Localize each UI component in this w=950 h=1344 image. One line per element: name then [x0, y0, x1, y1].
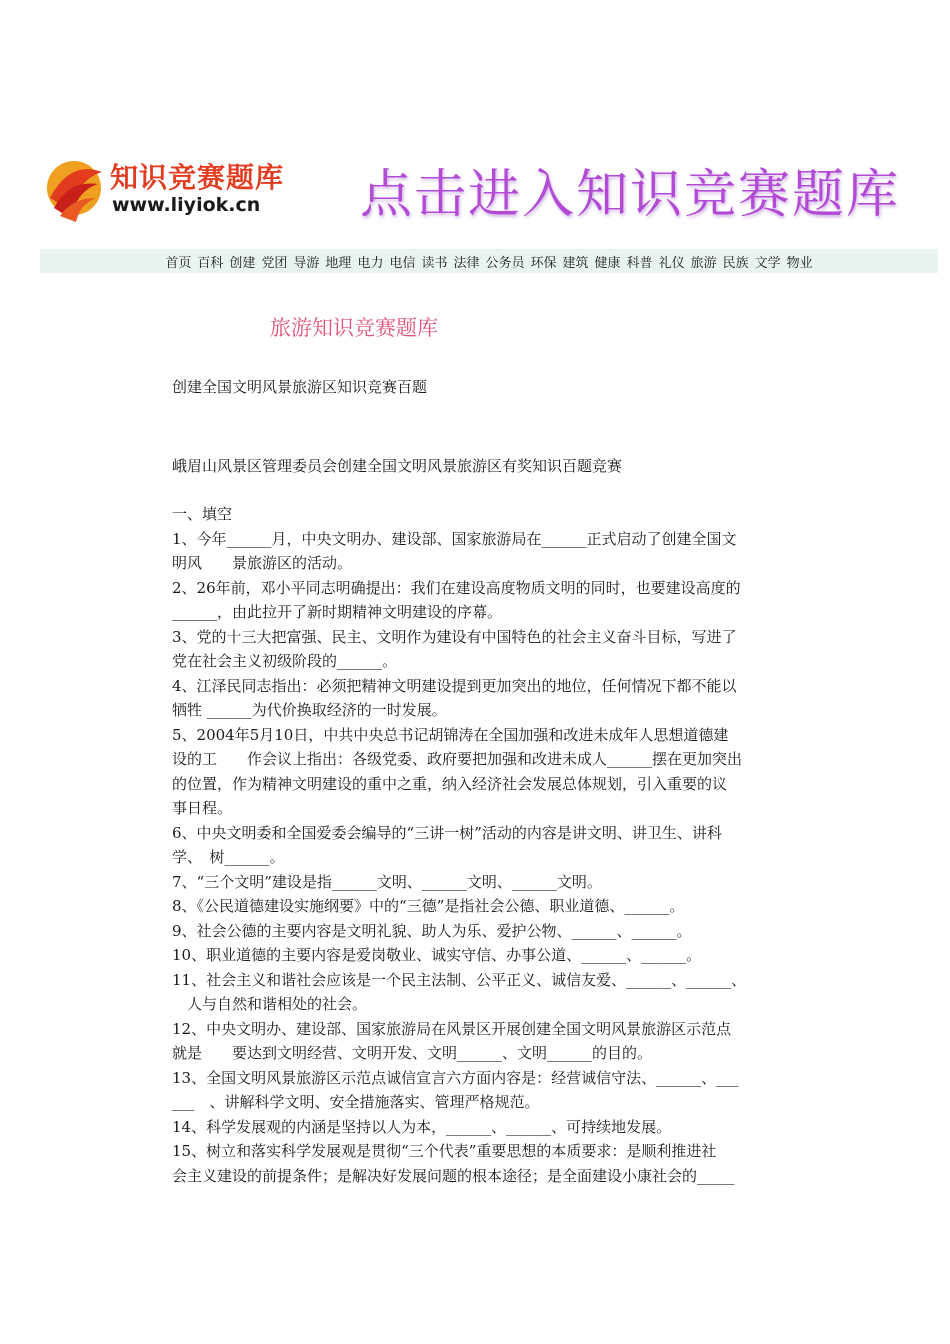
nav-link[interactable]: 电力: [357, 255, 384, 271]
question-line: 2、26年前，邓小平同志明确提出：我们在建设高度物质文明的同时，也要建设高度的: [172, 578, 741, 597]
question-line: 13、全国文明风景旅游区示范点诚信宣言六方面内容是：经营诚信守法、______、___: [172, 1068, 739, 1087]
question-line: 就是 要达到文明经营、文明开发、文明______、文明______的目的。: [172, 1044, 653, 1062]
logo-title: 知识竞赛题库: [110, 161, 285, 194]
nav-link[interactable]: 公务员: [485, 255, 525, 271]
question-line: 3、党的十三大把富强、民主、文明作为建设有中国特色的社会主义奋斗目标，写进了: [172, 627, 737, 646]
nav-link[interactable]: 文学: [754, 255, 781, 271]
question-line: 明风 景旅游区的活动。: [172, 554, 353, 572]
question-line: 的位置，作为精神文明建设的重中之重，纳入经济社会发展总体规划，引入重要的议: [172, 774, 728, 793]
question-line: 7、“三个文明”建设是指______文明、______文明、______文明。: [172, 872, 602, 891]
nav-link[interactable]: 地理: [325, 255, 352, 271]
document-subtitle: 峨眉山风景区管理委员会创建全国文明风景旅游区有奖知识百题竞赛: [172, 456, 623, 475]
question-line: 8、《公民道德建设实施纲要》中的“三德”是指社会公德、职业道德、______。: [172, 897, 685, 915]
question-line: 6、中央文明委和全国爱委会编导的“三讲一树”活动的内容是讲文明、讲卫生、讲科: [172, 823, 722, 842]
nav-link[interactable]: 科普: [626, 255, 653, 271]
question-list: [172, 527, 812, 1189]
question-line: 人与自然和谐相处的社会。: [172, 995, 368, 1013]
question-line: 党在社会主义初级阶段的______。: [172, 652, 398, 670]
nav-link[interactable]: 法律: [453, 255, 480, 271]
nav-link[interactable]: 百科: [197, 255, 224, 271]
question-line: 5、2004年5月10日，中共中央总书记胡锦涛在全国加强和改进未成年人思想道德建: [172, 725, 729, 744]
question-line: 14、科学发展观的内涵是坚持以人为本，______、______、可持续地发展。: [172, 1117, 672, 1136]
nav-link[interactable]: 物业: [786, 255, 813, 271]
nav-link[interactable]: 健康: [594, 255, 621, 271]
nav-link[interactable]: 党团: [261, 255, 288, 271]
question-line: 1、今年______月，中央文明办、建设部、国家旅游局在______正式启动了创建全国文: [172, 529, 737, 548]
question-line: 事日程。: [172, 799, 233, 817]
nav-link[interactable]: 首页: [165, 255, 192, 271]
nav-link[interactable]: 电信: [389, 255, 416, 271]
question-line: 设的工 作会议上指出：各级党委、政府要把加强和改进未成人______摆在更加突出: [172, 750, 743, 768]
question-line: 9、社会公德的主要内容是文明礼貌、助人为乐、爱护公物、______、______。: [172, 921, 692, 940]
logo-emblem-icon: [40, 150, 110, 230]
question-line: 11、社会主义和谐社会应该是一个民主法制、公平正义、诚信友爱、______、______、: [172, 970, 747, 989]
question-line: 牺牲 ______为代价换取经济的一时发展。: [172, 701, 447, 719]
nav-link[interactable]: 民族: [722, 255, 749, 271]
document-title: 创建全国文明风景旅游区知识竞赛百题: [172, 378, 428, 396]
section-title: 旅游知识竞赛题库: [270, 316, 438, 340]
question-line: 12、中央文明办、建设部、国家旅游局在风景区开展创建全国文明风景旅游区示范点: [172, 1019, 732, 1038]
nav-link[interactable]: 建筑: [562, 255, 589, 271]
category-nav: [40, 249, 938, 273]
question-line: 4、江泽民同志指出：必须把精神文明建设提到更加突出的地位，任何情况下都不能以: [172, 676, 737, 695]
site-banner: [40, 150, 940, 230]
logo-url: www.liyiok.cn: [112, 194, 261, 216]
question-line: 学、 树______。: [172, 848, 285, 866]
question-line: ___ 、讲解科学文明、安全措施落实、管理严格规范。: [172, 1093, 540, 1111]
question-line: ______，由此拉开了新时期精神文明建设的序幕。: [172, 603, 503, 621]
nav-link[interactable]: 礼仪: [658, 255, 685, 271]
nav-link[interactable]: 读书: [421, 255, 448, 271]
question-line: 10、职业道德的主要内容是爱岗敬业、诚实守信、办事公道、______、______。: [172, 946, 702, 964]
document-body: [172, 375, 812, 1188]
section-heading: 一、填空: [172, 505, 233, 523]
nav-link[interactable]: 导游: [293, 255, 320, 271]
nav-link[interactable]: 环保: [530, 255, 557, 271]
site-logo[interactable]: [40, 150, 340, 230]
nav-link[interactable]: 旅游: [690, 255, 717, 271]
question-line: 会主义建设的前提条件；是解决好发展问题的根本途径；是全面建设小康社会的_____: [172, 1166, 735, 1185]
question-line: 15、树立和落实科学发展观是贯彻“三个代表”重要思想的本质要求：是顺利推进社: [172, 1142, 717, 1160]
nav-link[interactable]: 创建: [229, 255, 256, 271]
enter-quiz-bank-link[interactable]: 点击进入知识竞赛题库: [360, 165, 901, 225]
